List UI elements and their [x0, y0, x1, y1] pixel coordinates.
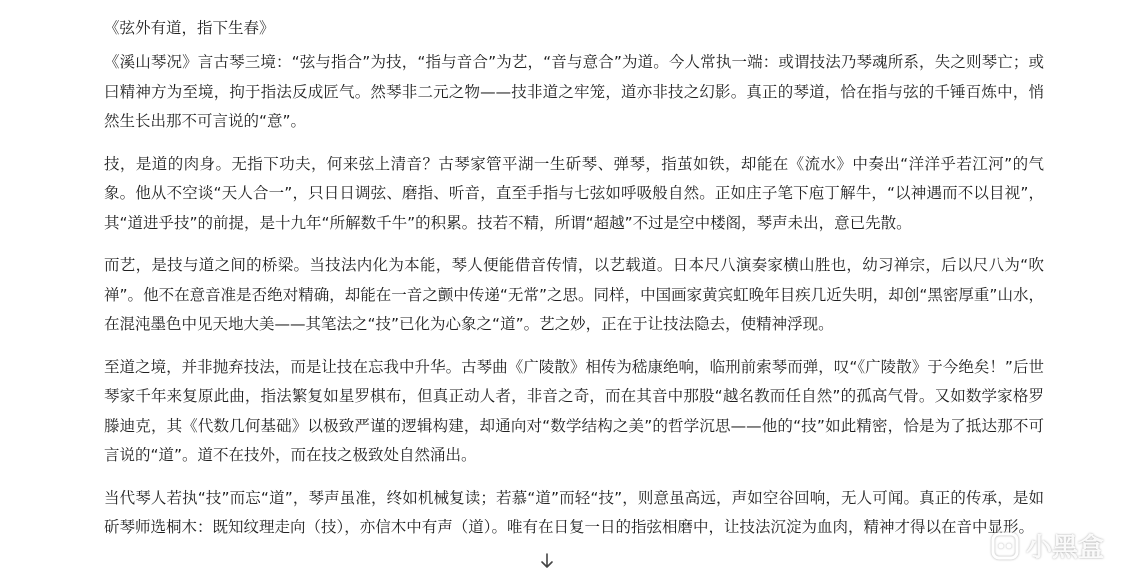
watermark-text: 小黑盒 [1026, 533, 1105, 563]
article-paragraph-5: 当代琴人若执“技”而忘“道”，琴声虽准，终如机械复读；若慕“道”而轻“技”，则意虽高远，声如空谷回响，无人可闻。真正的传承，是如斫琴师选桐木：既知纹理走向（技），亦信木中有声（道）。唯有在日复一日的指弦相磨中，让技法沉淀为血肉，精神才得以在音中显形。 [104, 488, 1044, 536]
article [104, 14, 1044, 556]
article-paragraph-3: 而艺，是技与道之间的桥梁。当技法内化为本能，琴人便能借音传情，以艺载道。日本尺八演奏家横山胜也，幼习禅宗，后以尺八为“吹禅”。他不在意音准是否绝对精确，却能在一音之颤中传递“无常”之思。同样，中国画家黄宾虹晚年目疾几近失明，却创“黑密厚重”山水，在混沌墨色中见天地大美——其笔法之“技”已化为心象之“道”。艺之妙，正在于让技法隐去，使精神浮现。 [104, 256, 1044, 333]
article-title: 《弦外有道，指下生春》 [104, 19, 275, 37]
arrow-down-icon [540, 553, 554, 569]
article-paragraph-4: 至道之境，并非抛弃技法，而是让技在忘我中升华。古琴曲《广陵散》相传为嵇康绝响，临刑前索琴而弹，叹“《广陵散》于今绝矣！”后世琴家千年来复原此曲，指法繁复如星罗棋布，但真正动人者，非音之奇，而在其音中那股“越名教而任自然”的孤高气骨。又如数学家格罗滕迪克，其《代数几何基础》以极致严谨的逻辑构建，却通向对“数学结构之美”的哲学沉思——他的“技”如此精密，恰是为了抵达那不可言说的“道”。道不在技外，而在技之极致处自然涌出。 [104, 357, 1044, 464]
scroll-down-button[interactable] [536, 550, 558, 572]
article-paragraph-1: 《溪山琴况》言古琴三境：“弦与指合”为技，“指与音合”为艺，“音与意合”为道。今人常执一端：或谓技法乃琴魂所系，失之则琴亡；或曰精神方为至境，拘于指法反成匠气。然琴非二元之物——技非道之牢笼，道亦非技之幻影。真正的琴道，恰在指与弦的千锤百炼中，悄然生长出那不可言说的“意”。 [104, 53, 1044, 130]
article-paragraph-2: 技，是道的肉身。无指下功夫，何来弦上清音？古琴家管平湖一生斫琴、弹琴，指茧如铁，却能在《流水》中奏出“洋洋乎若江河”的气象。他从不空谈“天人合一”，只日日调弦、磨指、听音，直至手指与七弦如呼吸般自然。正如庄子笔下庖丁解牛，“以神遇而不以目视”，其“道进乎技”的前提，是十九年“所解数千牛”的积累。技若不精，所谓“超越”不过是空中楼阁，琴声未出，意已先散。 [104, 154, 1044, 232]
